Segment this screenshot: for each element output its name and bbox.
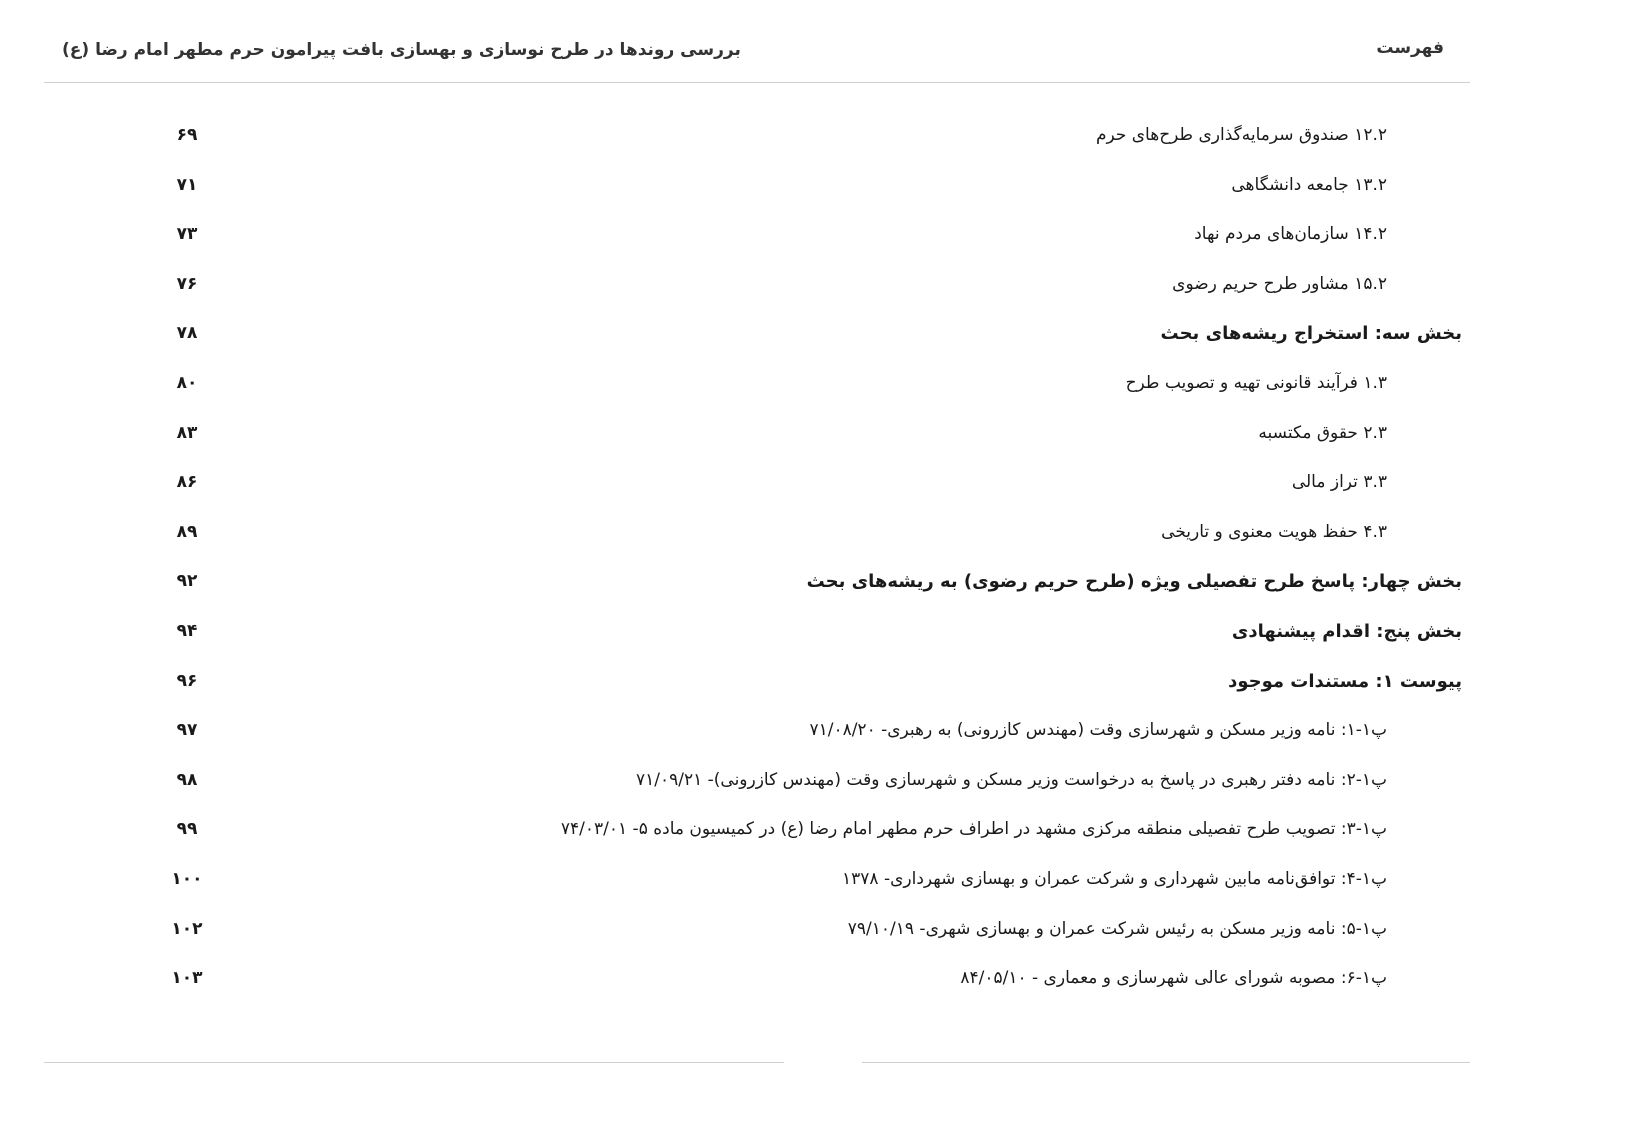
toc-entry-title: ۴.۳ حفظ هویت معنوی و تاریخی [1161,521,1387,542]
toc-entry-page-number: ۱۰۲ [171,918,203,939]
toc-entry-title: ۱۵.۲ مشاور طرح حریم رضوی [1172,273,1387,294]
toc-entry-title: پ۱-۶: مصوبه شورای عالی شهرسازی و معماری - ۸۴/۰۵/۱۰ [960,968,1387,989]
toc-entry[interactable] [0,413,1625,463]
toc-entry-page-number: ۷۱ [176,174,198,195]
toc-entry[interactable] [0,710,1625,760]
toc-entry-title: بخش سه: استخراج ریشه‌های بحث [1160,323,1462,345]
toc-entry-page-number: ۱۰۰ [171,868,203,889]
toc-entry-page-number: ۷۳ [176,224,198,245]
toc-entry-title: ۱.۳ فرآیند قانونی تهیه و تصویب طرح [1125,372,1387,393]
toc-entry-page-number: ۹۶ [176,670,198,691]
toc-entry-title: پ۱-۵: نامه وزیر مسکن به رئیس شرکت عمران و بهسازی شهری- ۷۹/۱۰/۱۹ [847,918,1387,939]
section-title: فهرست [1376,38,1444,58]
document-title: بررسی روندها در طرح نوسازی و بهسازی بافت پیرامون حرم مطهر امام رضا (ع) [62,40,741,60]
toc-entry[interactable] [0,512,1625,562]
toc-entry-page-number: ۱۰۳ [171,968,203,989]
toc-entry[interactable] [0,115,1625,165]
toc-entry-title: ۱۲.۲ صندوق سرمایه‌گذاری طرح‌های حرم [1095,125,1387,145]
toc-entry-title: ۱۳.۲ جامعه دانشگاهی [1231,174,1387,195]
footer-divider-right [862,1062,1470,1063]
toc-entry[interactable] [0,363,1625,413]
toc-entry-title: ۱۴.۲ سازمان‌های مردم نهاد [1194,224,1387,245]
toc-entry[interactable] [0,760,1625,810]
toc-entry-title: پ۱-۲: نامه دفتر رهبری در پاسخ به درخواست وزیر مسکن و شهرسازی وقت (مهندس کازرونی)- ۷۱/۰۹/۲۱ [635,769,1387,790]
toc-entry-title: پ۱-۳: تصویب طرح تفصیلی منطقه مرکزی مشهد در اطراف حرم مطهر امام رضا (ع) در کمیسیون ماده ۵- ۷۴/۰۳/۰۱ [560,819,1387,840]
toc-entry[interactable] [0,214,1625,264]
toc-entry-title: بخش چهار: پاسخ طرح تفصیلی ویژه (طرح حریم رضوی) به ریشه‌های بحث [806,571,1462,593]
toc-entry-page-number: ۹۲ [176,571,198,592]
toc-entry-title: ۳.۳ تراز مالی [1291,472,1387,493]
toc-entry[interactable] [0,313,1625,363]
toc-entry-page-number: ۸۳ [176,422,198,443]
toc-entry[interactable] [0,809,1625,859]
toc-entry-page-number: ۸۹ [176,521,198,542]
toc-entry[interactable] [0,462,1625,512]
toc-entry-title: پ۱-۱: نامه وزیر مسکن و شهرسازی وقت (مهندس کازرونی) به رهبری- ۷۱/۰۸/۲۰ [809,720,1387,741]
toc-entry-page-number: ۶۹ [176,125,198,145]
toc-entry-title: ۲.۳ حقوق مکتسبه [1258,422,1387,443]
toc-entry[interactable] [0,165,1625,215]
toc-entry-page-number: ۹۸ [176,769,198,790]
footer-divider-left [44,1062,784,1063]
toc-entry[interactable] [0,611,1625,661]
toc-entry[interactable] [0,661,1625,711]
toc-entry-page-number: ۸۰ [176,372,198,393]
toc-entry-title: بخش پنج: اقدام پیشنهادی [1231,620,1462,642]
toc-entry-page-number: ۷۸ [176,323,198,344]
toc-entry-page-number: ۷۶ [176,273,198,294]
page-header [44,36,1470,83]
toc-entry-title: پ۱-۴: توافق‌نامه مابین شهرداری و شرکت عمران و بهسازی شهرداری- ۱۳۷۸ [842,868,1387,889]
toc-entry-page-number: ۸۶ [176,472,198,493]
toc-entry-title: پیوست ۱: مستندات موجود [1228,670,1462,692]
toc-entry-page-number: ۹۹ [176,819,198,840]
toc-entry[interactable] [0,859,1625,909]
toc-entry[interactable] [0,264,1625,314]
toc-entry[interactable] [0,561,1625,611]
toc-entry-page-number: ۹۴ [176,620,198,641]
table-of-contents [0,115,1625,1008]
toc-entry[interactable] [0,909,1625,959]
toc-entry-page-number: ۹۷ [176,720,198,741]
toc-entry[interactable] [0,958,1625,1008]
